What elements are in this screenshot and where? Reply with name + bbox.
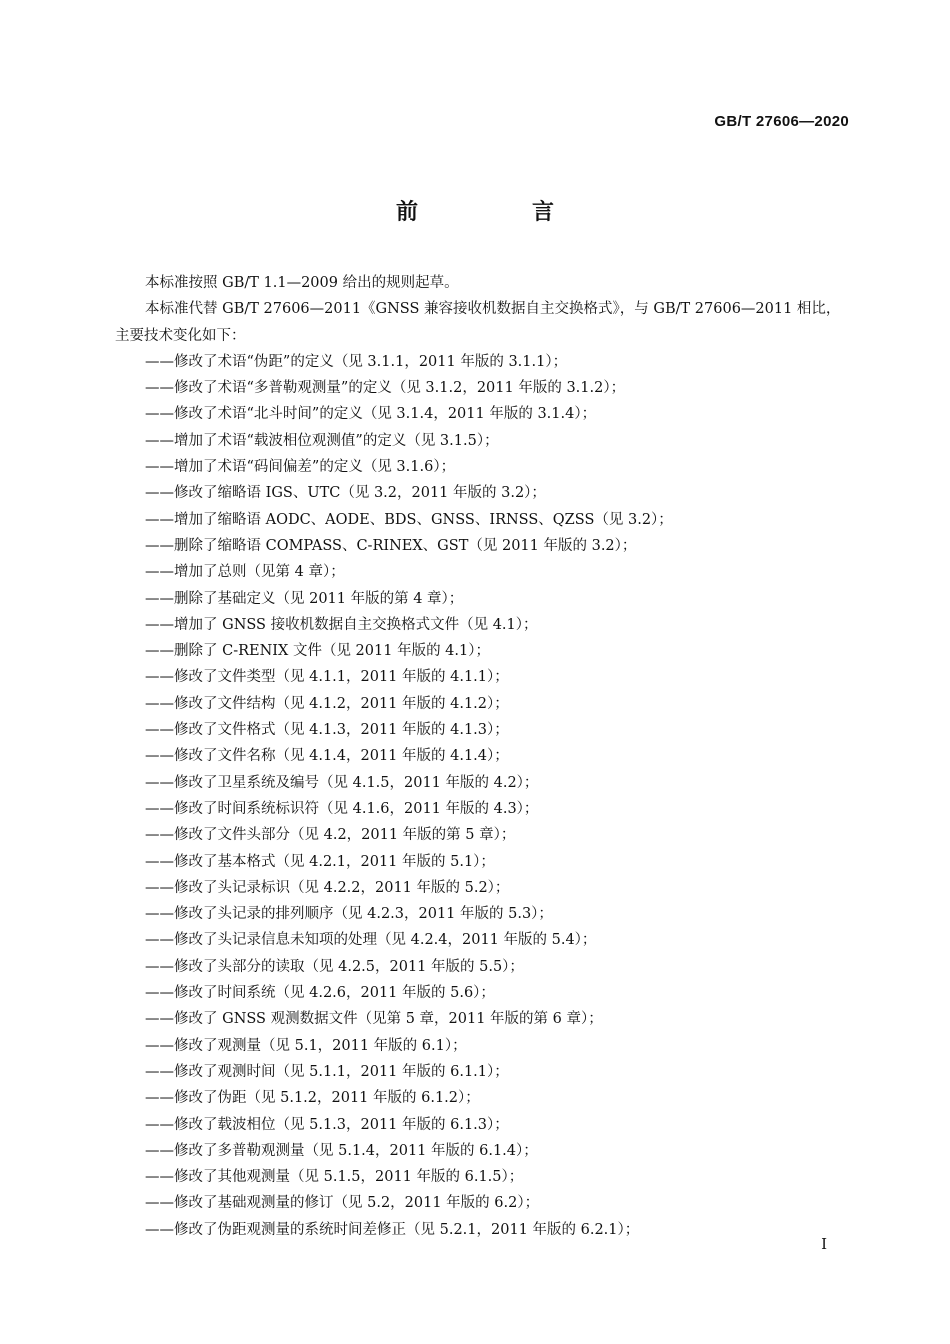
change-item: ——删除了基础定义（见 2011 年版的第 4 章）； (145, 590, 464, 607)
change-item: ——修改了观测量（见 5.1，2011 年版的 6.1）； (145, 1037, 467, 1054)
change-item: ——修改了时间系统（见 4.2.6，2011 年版的 5.6）； (145, 985, 495, 1002)
change-item: ——修改了文件类型（见 4.1.1，2011 年版的 4.1.1）； (145, 669, 509, 686)
change-item: ——修改了术语“北斗时间”的定义（见 3.1.4，2011 年版的 3.1.4）； (145, 406, 597, 423)
change-item: ——修改了载波相位（见 5.1.3，2011 年版的 6.1.3）； (145, 1116, 509, 1133)
change-item: ——增加了术语“码间偏差”的定义（见 3.1.6）； (145, 459, 456, 476)
change-item: ——修改了文件名称（见 4.1.4，2011 年版的 4.1.4）； (145, 748, 509, 765)
change-item: ——增加了缩略语 AODC、AODE、BDS、GNSS、IRNSS、QZSS（见 3.2）； (145, 511, 673, 528)
change-item: ——修改了文件结构（见 4.1.2，2011 年版的 4.1.2）； (145, 695, 509, 712)
change-list (115, 349, 850, 1243)
page-number: I (821, 1235, 827, 1253)
change-item: ——修改了术语“多普勒观测量”的定义（见 3.1.2，2011 年版的 3.1.2）； (145, 380, 626, 397)
page-title: 前 言 (395, 200, 600, 225)
change-item: ——修改了文件头部分（见 4.2，2011 年版的第 5 章）； (145, 827, 516, 844)
change-item: ——修改了头记录标识（见 4.2.2，2011 年版的 5.2）； (145, 879, 510, 896)
change-item: ——增加了术语“载波相位观测值”的定义（见 3.1.5）； (145, 432, 499, 449)
change-item: ——修改了缩略语 IGS、UTC（见 3.2，2011 年版的 3.2）； (145, 485, 546, 502)
change-item: ——修改了基本格式（见 4.2.1，2011 年版的 5.1）； (145, 853, 495, 870)
change-item: ——修改了文件格式（见 4.1.3，2011 年版的 4.1.3）； (145, 722, 509, 739)
change-item: ——修改了其他观测量（见 5.1.5，2011 年版的 6.1.5）； (145, 1169, 524, 1186)
change-item: ——修改了多普勒观测量（见 5.1.4，2011 年版的 6.1.4）； (145, 1142, 538, 1159)
foreword-body (115, 270, 850, 1243)
change-item: ——增加了 GNSS 接收机数据自主交换格式文件（见 4.1）； (145, 616, 538, 633)
change-item: ——修改了头记录信息未知项的处理（见 4.2.4，2011 年版的 5.4）； (145, 932, 597, 949)
change-item: ——修改了伪距（见 5.1.2，2011 年版的 6.1.2）； (145, 1090, 480, 1107)
change-item: ——修改了头记录的排列顺序（见 4.2.3，2011 年版的 5.3）； (145, 906, 553, 923)
change-item: ——修改了卫星系统及编号（见 4.1.5，2011 年版的 4.2）； (145, 774, 539, 791)
change-item: ——修改了伪距观测量的系统时间差修正（见 5.2.1，2011 年版的 6.2.1）； (145, 1221, 640, 1238)
change-item: ——修改了时间系统标识符（见 4.1.6，2011 年版的 4.3）； (145, 800, 539, 817)
change-item: ——修改了基础观测量的修订（见 5.2，2011 年版的 6.2）； (145, 1195, 540, 1212)
change-item: ——修改了头部分的读取（见 4.2.5，2011 年版的 5.5）； (145, 958, 524, 975)
change-item: ——修改了观测时间（见 5.1.1，2011 年版的 6.1.1）； (145, 1063, 509, 1080)
change-item: ——修改了术语“伪距”的定义（见 3.1.1，2011 年版的 3.1.1）； (145, 353, 568, 370)
standard-code: GB/T 27606—2020 (714, 113, 849, 130)
change-item: ——增加了总则（见第 4 章）； (145, 564, 345, 581)
change-item: ——修改了 GNSS 观测数据文件（见第 5 章，2011 年版的第 6 章）； (145, 1011, 603, 1028)
paragraph-drafting-rules: 本标准按照 GB/T 1.1—2009 给出的规则起草。 (145, 275, 459, 291)
change-item: ——删除了缩略语 COMPASS、C-RINEX、GST（见 2011 年版的 3.2）； (145, 537, 637, 554)
change-item: ——删除了 C-RENIX 文件（见 2011 年版的 4.1）； (145, 643, 490, 660)
paragraph-replacement-note: 本标准代替 GB/T 27606—2011《GNSS 兼容接收机数据自主交换格式》，与 GB/T 27606—2011 相比，主要技术变化如下： (115, 301, 841, 344)
